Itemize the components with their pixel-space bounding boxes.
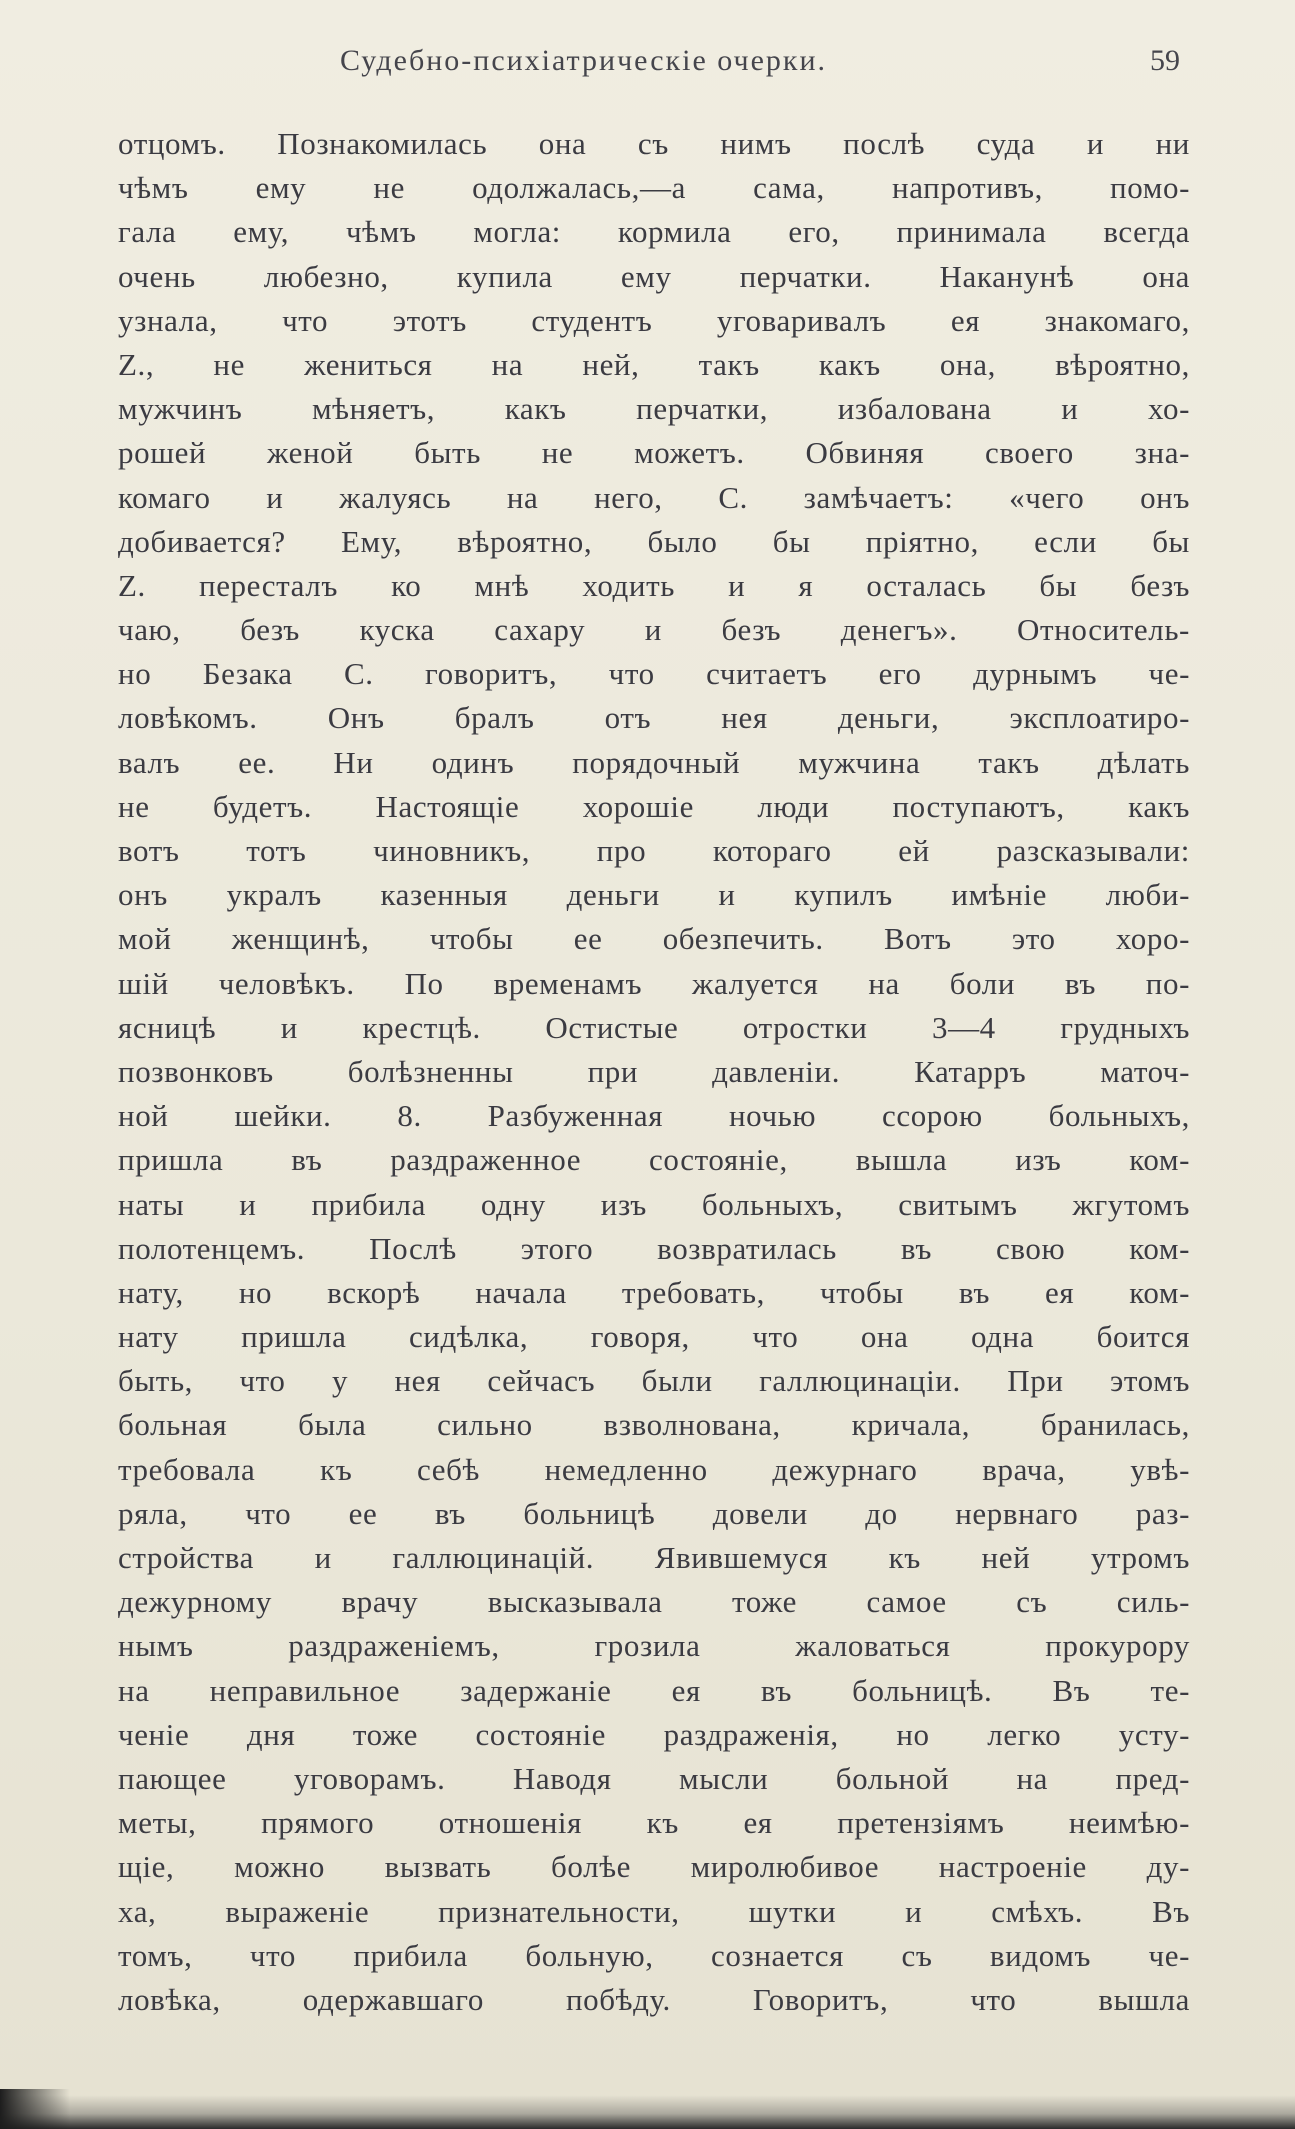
text-line: быть, что у нея сейчасъ были галлюцинаціи. При этомъ [118, 1363, 1190, 1399]
text-line: ряла, что ее въ больницѣ довели до нервнаго раз- [118, 1495, 1190, 1531]
text-line: наты и прибила одну изъ больныхъ, свитымъ жгутомъ [118, 1186, 1190, 1222]
text-line: требовала къ себѣ немедленно дежурнаго врача, увѣ- [118, 1451, 1190, 1487]
text-line: очень любезно, купила ему перчатки. Наканунѣ она [118, 258, 1190, 294]
text-line: чѣмъ ему не одолжалась,—а сама, напротивъ, помо- [118, 170, 1190, 206]
text-line: гала ему, чѣмъ могла: кормила его, принимала всегда [118, 214, 1190, 250]
text-line: полотенцемъ. Послѣ этого возвратилась въ свою ком- [118, 1230, 1190, 1266]
text-line: шій человѣкъ. По временамъ жалуется на боли въ по- [118, 965, 1190, 1001]
text-line: томъ, что прибила больную, сознается съ видомъ че- [118, 1937, 1190, 1973]
text-line: нату, но вскорѣ начала требовать, чтобы въ ея ком- [118, 1274, 1190, 1310]
running-title: Судебно-психіатрическіе очерки. [340, 44, 828, 77]
text-line: добивается? Ему, вѣроятно, было бы пріятно, если бы [118, 523, 1190, 559]
text-line: мой женщинѣ, чтобы ее обезпечить. Вотъ это хоро- [118, 921, 1190, 957]
text-line: Z. пересталъ ко мнѣ ходить и я осталась бы безъ [118, 567, 1190, 603]
text-line: онъ укралъ казенныя деньги и купилъ имѣніе люби- [118, 877, 1190, 913]
body-text [118, 122, 1190, 2022]
text-line: рошей женой быть не можетъ. Обвиняя своего зна- [118, 435, 1190, 471]
text-line: стройства и галлюцинацій. Явившемуся къ ней утромъ [118, 1540, 1190, 1575]
text-line: не будетъ. Настоящіе хорошіе люди поступаютъ, какъ [118, 788, 1190, 824]
text-line: дежурному врачу высказывала тоже самое съ силь- [118, 1584, 1190, 1620]
text-line: пришла въ раздраженное состояніе, вышла изъ ком- [118, 1142, 1190, 1178]
text-line: нымъ раздраженіемъ, грозила жаловаться прокурору [118, 1628, 1190, 1664]
text-line: чаю, безъ куска сахару и безъ денегъ». Относитель- [118, 612, 1190, 648]
text-line: узнала, что этотъ студентъ уговаривалъ ея знакомаго, [118, 302, 1190, 338]
text-line: ченіе дня тоже состояніе раздраженія, но легко усту- [118, 1716, 1190, 1752]
text-line: ясницѣ и крестцѣ. Остистые отростки 3—4 грудныхъ [118, 1009, 1190, 1045]
text-line: комаго и жалуясь на него, С. замѣчаетъ: «чего онъ [118, 479, 1190, 515]
text-line: щіе, можно вызвать болѣе миролюбивое настроеніе ду- [118, 1849, 1190, 1885]
text-line: позвонковъ болѣзненны при давленіи. Катарръ маточ- [118, 1053, 1190, 1089]
text-line: меты, прямого отношенія къ ея претензіямъ неимѣю- [118, 1805, 1190, 1841]
page-number: 59 [1150, 44, 1180, 77]
text-line: но Безака С. говоритъ, что считаетъ его дурнымъ че- [118, 656, 1190, 692]
page-edge-shadow [0, 2095, 1295, 2129]
text-line: ха, выраженіе признательности, шутки и смѣхъ. Въ [118, 1893, 1190, 1929]
text-line: ловѣкомъ. Онъ бралъ отъ нея деньги, эксплоатиро- [118, 700, 1190, 736]
page-corner-shadow [0, 2089, 70, 2129]
text-line: ной шейки. 8. Разбуженная ночью ссорою больныхъ, [118, 1098, 1190, 1134]
text-line: ловѣка, одержавшаго побѣду. Говоритъ, что вышла [118, 1981, 1190, 2017]
text-line: на неправильное задержаніе ея въ больницѣ. Въ те- [118, 1672, 1190, 1708]
text-line: пающее уговорамъ. Наводя мысли больной на пред- [118, 1760, 1190, 1796]
text-line: нату пришла сидѣлка, говоря, что она одна боится [118, 1319, 1190, 1355]
text-line: отцомъ. Познакомилась она съ нимъ послѣ суда и ни [118, 126, 1190, 161]
text-line: мужчинъ мѣняетъ, какъ перчатки, избалована и хо- [118, 391, 1190, 427]
text-line: больная была сильно взволнована, кричала, бранилась, [118, 1407, 1190, 1443]
text-line: вотъ тотъ чиновникъ, про котораго ей разсказывали: [118, 833, 1190, 868]
text-line: Z., не жениться на ней, такъ какъ она, вѣроятно, [118, 346, 1190, 382]
text-line: валъ ее. Ни одинъ порядочный мужчина такъ дѣлать [118, 744, 1190, 780]
page-header [0, 44, 1295, 94]
